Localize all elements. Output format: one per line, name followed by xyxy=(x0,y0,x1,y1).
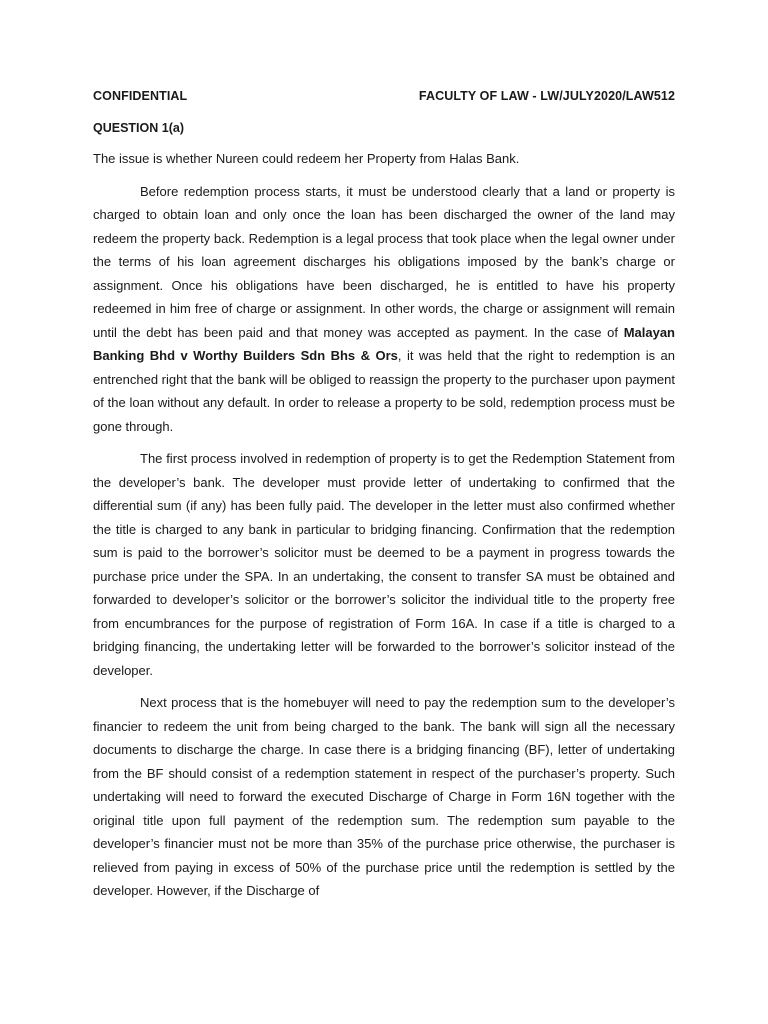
issue-paragraph: The issue is whether Nureen could redeem her Property from Halas Bank. xyxy=(93,151,520,166)
paragraph-text: , it was held that the right to redemption is an entrenched right that the bank will be obliged to reassign the property to the purchaser upon payment of the loan without any default. In order to release a property to be sold, redemption process must be gone through. xyxy=(93,348,675,434)
document-body xyxy=(93,147,675,912)
header-confidential: CONFIDENTIAL xyxy=(93,89,188,103)
case-citation: Malayan Banking Bhd v Worthy Builders Sdn Bhs & Ors xyxy=(93,324,675,363)
next-process-paragraph: Next process that is the homebuyer will need to pay the redemption sum to the developer’s financier to redeem the unit from being charged to the bank. The bank will sign all the necessary documents to discharge the charge. In case there is a bridging financing (BF), letter of undertaking from the BF should consist of a redemption statement in respect of the purchaser’s property. Such undertaking will need to forward the executed Discharge of Charge in Form 16N together with the original title upon full payment of the redemption sum. The redemption sum payable to the developer’s financier must not be more than 35% of the purchase price otherwise, the purchaser is relieved from paying in excess of 50% of the purchase price until the redemption is settled by the developer. However, if the Discharge of xyxy=(93,695,675,898)
question-heading: QUESTION 1(a) xyxy=(93,121,184,135)
redemption-intro-paragraph xyxy=(93,180,675,439)
header-course-code: FACULTY OF LAW - LW/JULY2020/LAW512 xyxy=(418,89,675,103)
paragraph-text: Before redemption process starts, it must be understood clearly that a land or property is charged to obtain loan and only once the loan has been discharged the owner of the land may redeem the property back. Redemption is a legal process that took place when the legal owner under the terms of his loan agreement discharges his obligations imposed by the bank’s charge or assignment. Once his obligations have been discharged, he is entitled to have his property redeemed in him free of charge or assignment. In other words, the charge or assignment will remain until the debt has been paid and that money was accepted as payment. In the case of xyxy=(93,183,675,340)
first-process-paragraph: The first process involved in redemption of property is to get the Redemption Statement from the developer’s bank. The developer must provide letter of undertaking to confirmed that the differential sum (if any) has been fully paid. The developer in the letter must also confirmed whether the title is charged to any bank in particular to bridging financing. Confirmation that the redemption sum is paid to the borrower’s solicitor must be deemed to be a payment in progress towards the purchase price under the SPA. In an undertaking, the consent to transfer SA must be obtained and forwarded to developer’s solicitor or the borrower’s solicitor the individual title to the property free from encumbrances for the purpose of registration of Form 16A. In case if a title is charged to a bridging financing, the undertaking letter will be forwarded to the borrower’s solicitor instead of the developer. xyxy=(93,451,675,678)
page-header xyxy=(93,89,675,103)
